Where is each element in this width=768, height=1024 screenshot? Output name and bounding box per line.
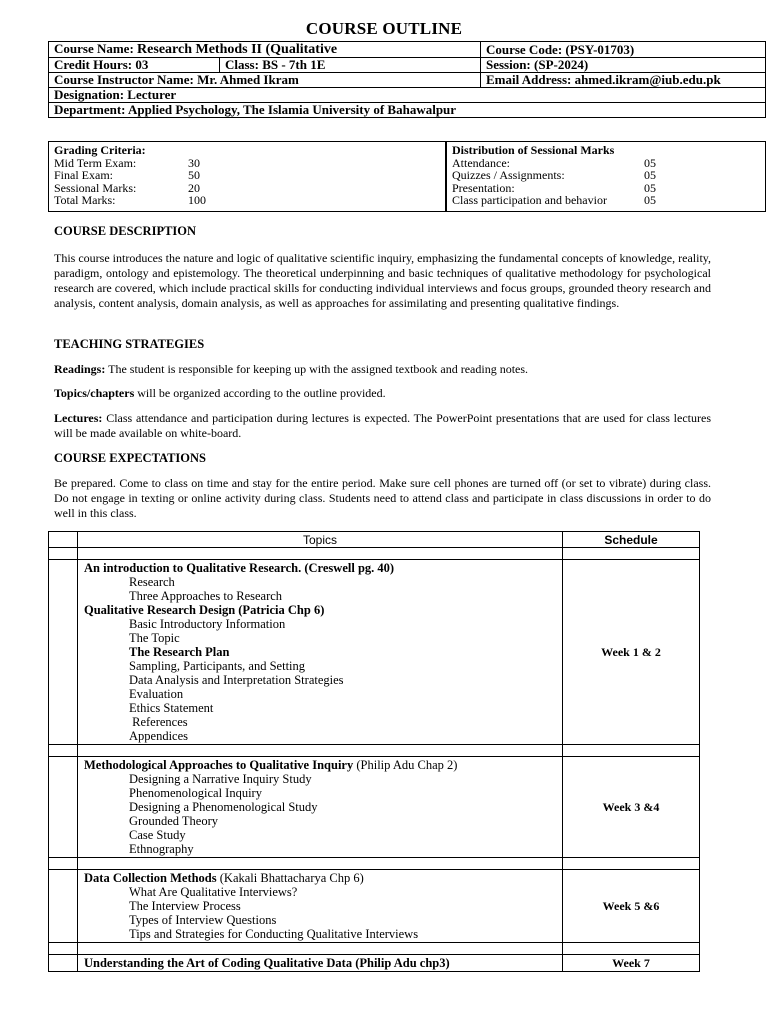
table-row [49,560,700,745]
topic-block-3 [78,870,563,943]
spacer-row [49,858,700,870]
subtopic: The Interview Process [129,899,241,913]
schedule-cell: Week 3 &4 [563,757,700,858]
grading-value: 100 [188,193,206,207]
topic-title: Methodological Approaches to Qualitative Inquiry [84,758,354,772]
sessional-row [452,169,760,182]
topics-paragraph [54,386,711,401]
sessional-value: 05 [644,168,656,182]
course-code-label: Course Code: [485,41,563,57]
sessional-value: 05 [644,193,656,207]
subtopic: Grounded Theory [129,814,218,828]
topic-title: Data Collection Methods [84,871,217,885]
subtopic: Ethnography [129,842,194,856]
sessional-label: Presentation: [452,180,515,195]
lectures-text: Class attendance and participation during lectures is expected. The PowerPoint presentations that are used for class lectures will be made available on white-board. [54,411,711,440]
spacer-row [49,943,700,955]
topics-label: Topics/chapters [54,386,135,400]
schedule-cell: Week 1 & 2 [563,560,700,745]
lectures-paragraph [54,411,711,441]
class-info: Class: BS - 7th 1E [220,58,481,73]
table-row [49,870,700,943]
instructor-name: Course Instructor Name: Mr. Ahmed Ikram [49,73,481,88]
subtopic: Research [129,575,175,589]
course-name-cell [49,42,481,58]
subtopic: The Research Plan [129,645,230,659]
course-code-value: (PSY-01703) [565,41,635,57]
topic-title-line [84,758,556,772]
sessional-label: Class participation and behavior [452,193,607,207]
subtopic: Phenomenological Inquiry [129,786,262,800]
spacer-row [49,548,700,560]
topics-column-header: Topics [78,532,563,548]
topics-text: will be organized according to the outline provided. [134,386,386,400]
grading-label: Final Exam: [54,168,113,182]
lectures-label: Lectures: [54,411,103,425]
subtopic: Three Approaches to Research [129,589,283,603]
designation: Designation: Lecturer [49,88,766,103]
grading-criteria-box [48,141,446,212]
spacer-row [49,745,700,757]
course-name-value: Research Methods II (Qualitative [137,42,338,57]
topic-title-line [84,871,556,885]
course-name-label: Course Name: [54,41,134,56]
sessional-marks-title: Distribution of Sessional Marks [452,143,615,157]
grading-value: 20 [188,180,200,195]
grading-value: 30 [188,155,200,170]
document-title: COURSE OUTLINE [305,19,463,38]
subtopic: Case Study [129,828,186,842]
course-code-cell [480,42,765,58]
topic-reference: (Philip Adu Chap 2) [353,758,458,772]
course-expectations-text: Be prepared. Come to class on time and stay for the entire period. Make sure cell phones are turned off (or set to vibrate) during class. Do not engage in texting or online activity during class. Students need to attend class and participate in class discussions in order to do well in this class. [54,476,711,520]
subtopic: What Are Qualitative Interviews? [129,885,298,899]
sessional-row [452,194,760,207]
readings-label: Readings: [54,362,106,376]
course-expectations-heading: COURSE EXPECTATIONS [54,451,206,465]
schedule-cell: Week 7 [563,955,700,972]
topic-block-4 [78,955,563,972]
credit-hours: Credit Hours: 03 [49,58,220,73]
grading-value: 50 [188,168,200,182]
grading-criteria-title: Grading Criteria: [54,143,146,157]
sessional-label: Attendance: [452,155,510,170]
table-index-cell [49,532,78,548]
sessional-value: 05 [644,155,656,170]
grading-row [54,194,440,207]
subtopic: The Topic [129,631,180,645]
course-info-table [48,41,766,118]
subtopic: Designing a Phenomenological Study [129,800,318,814]
subtopic: Appendices [129,729,189,743]
subtopic: Basic Introductory Information [129,617,286,631]
sessional-value: 05 [644,180,656,195]
grading-label: Sessional Marks: [54,180,137,195]
topic-title: Understanding the Art of Coding Qualitative Data (Philip Adu chp3) [84,956,450,970]
topic-block-1 [78,560,563,745]
subtopic: Sampling, Participants, and Setting [129,659,306,673]
subtopic: References [129,715,188,729]
sessional-marks-box [446,141,766,212]
table-row [49,955,700,972]
subtopic: Ethics Statement [129,701,214,715]
subtopic: Evaluation [129,687,184,701]
email-address: Email Address: ahmed.ikram@iub.edu.pk [480,73,765,88]
schedule-cell: Week 5 &6 [563,870,700,943]
topic-reference: (Kakali Bhattacharya Chp 6) [216,871,364,885]
subtopic: Designing a Narrative Inquiry Study [129,772,312,786]
readings-text: The student is responsible for keeping up with the assigned textbook and reading notes. [105,362,529,376]
grading-row [54,169,440,182]
topic-title: An introduction to Qualitative Research. (Creswell pg. 40) [84,561,395,575]
course-description-text: This course introduces the nature and logic of qualitative scientific inquiry, emphasizing the fundamental concepts of knowledge, reality, paradigm, ontology and epistemology. The theoretical underpinning and basic techniques of qualitative methodology for psychological research are covered, which include practical skills for conducting individual interviews and focus groups, grounded theory research and analysis, content analysis, domain analysis, as well as approaches for assimilating and presenting qualitative findings. [54,251,711,310]
topic-block-2 [78,757,563,858]
subtopic: Data Analysis and Interpretation Strategies [129,673,344,687]
topic-title: Qualitative Research Design (Patricia Chp 6) [84,603,325,617]
subtopic: Tips and Strategies for Conducting Qualitative Interviews [129,927,419,941]
table-row [49,757,700,858]
session-info: Session: (SP-2024) [480,58,765,73]
course-description-heading: COURSE DESCRIPTION [54,224,197,238]
grading-label: Total Marks: [54,193,116,207]
department: Department: Applied Psychology, The Islamia University of Bahawalpur [49,103,766,118]
readings-paragraph [54,362,711,377]
schedule-column-header: Schedule [563,532,700,548]
topics-schedule-table [48,531,700,972]
grading-label: Mid Term Exam: [54,155,137,170]
subtopic: Types of Interview Questions [129,913,277,927]
teaching-strategies-heading: TEACHING STRATEGIES [54,337,205,351]
sessional-label: Quizzes / Assignments: [452,168,565,182]
